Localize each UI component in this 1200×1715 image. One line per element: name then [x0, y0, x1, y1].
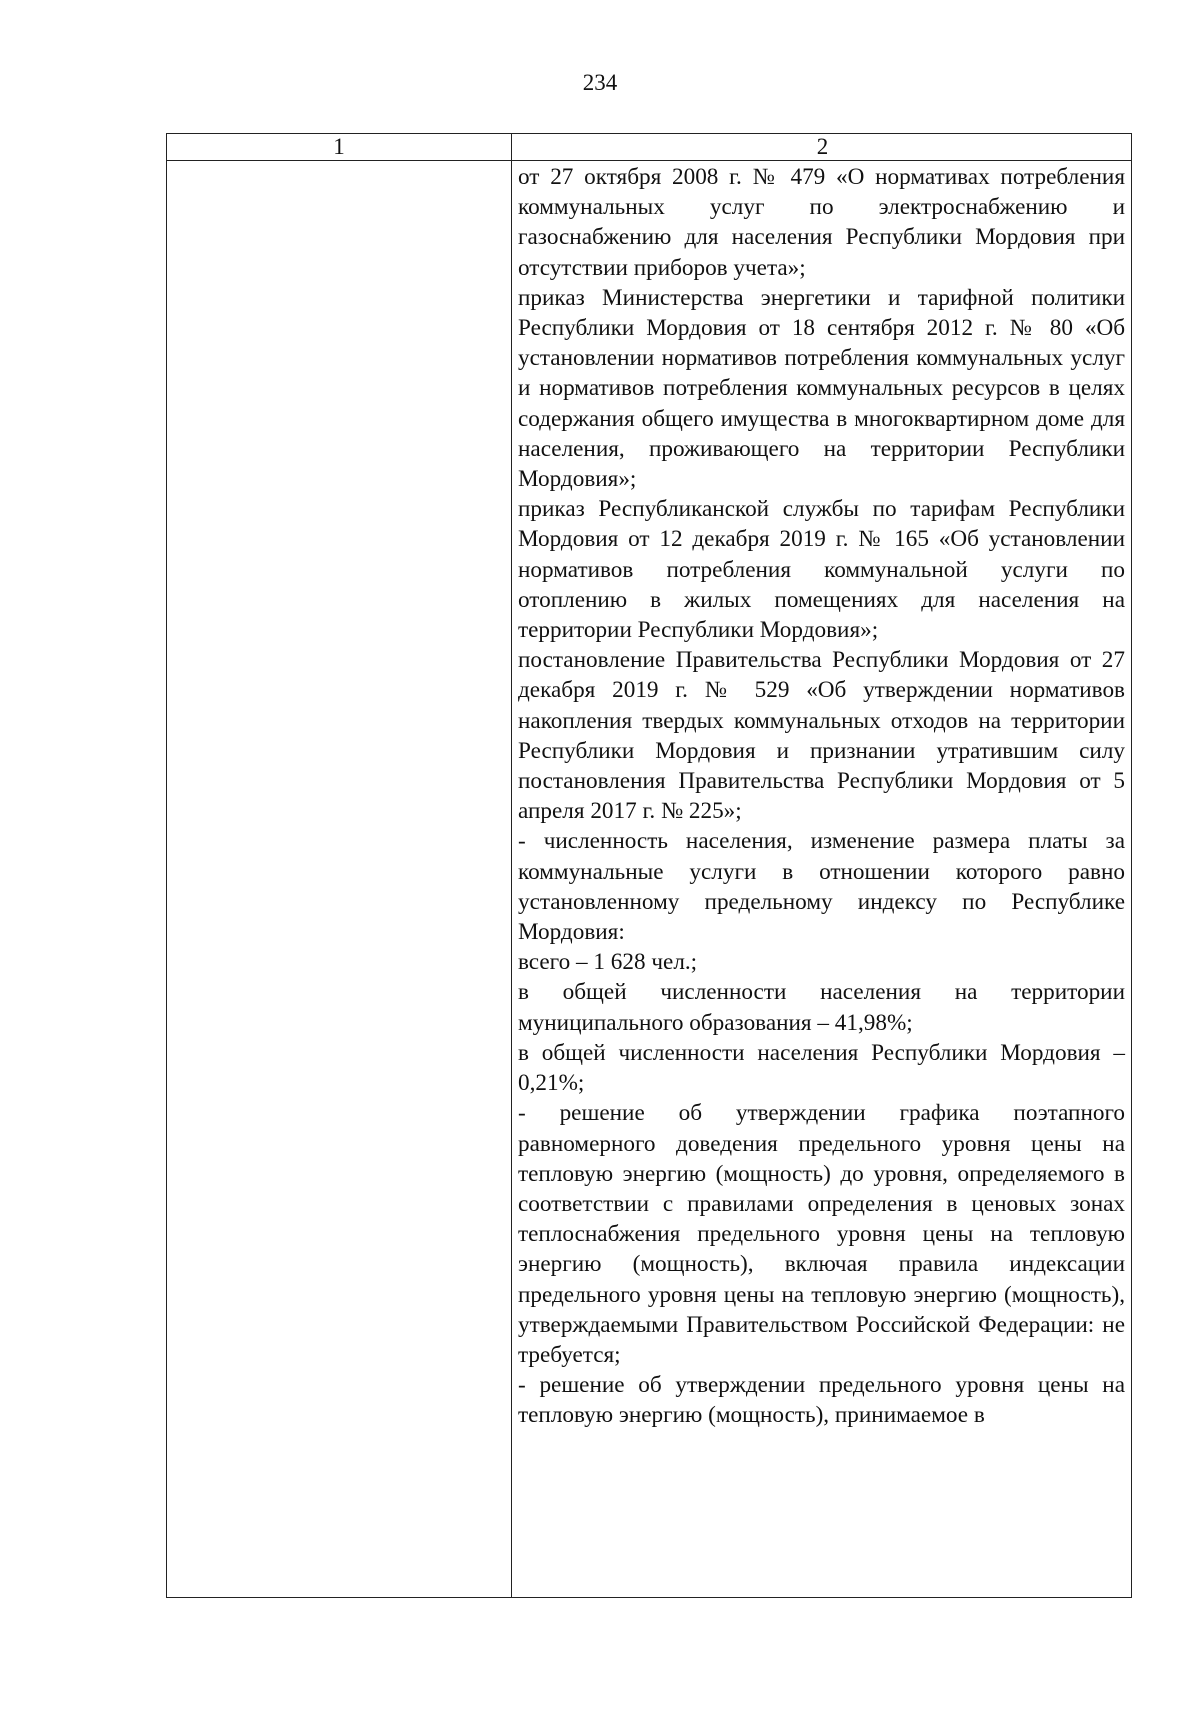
- paragraph-population-municipal-share: в общей численности населения на территории муниципального образования – 41,98%;: [518, 979, 1125, 1036]
- header-cell-1: 1: [333, 134, 345, 159]
- paragraph-heat-price-schedule: - решение об утверждении графика поэтапного равномерного доведения предельного уровня цены на тепловую энергию (мощность) до уровня, определяемого в соответствии с правилами определения в ценовых зонах теплоснабжения предельного уровня цены на тепловую энергию (мощность), включая правила индексации предельного уровня цены на тепловую энергию (мощность), утверждаемыми Правительством Российской Федерации: не требуется;: [518, 1100, 1125, 1368]
- document-table: [166, 133, 1132, 1598]
- page-number: 234: [582, 70, 618, 95]
- paragraph-resolution-529: постановление Правительства Республики Мордовия от 27 декабря 2019 г. № 529 «Об утверждении нормативов накопления твердых коммунальных отходов на территории Республики Мордовия и признании утратившим силу постановления Правительства Республики Мордовия от 5 апреля 2017 г. № 225»;: [518, 647, 1125, 825]
- paragraph-heat-price-decision: - решение об утверждении предельного уровня цены на тепловую энергию (мощность), принимаемое в: [518, 1372, 1125, 1429]
- content-cell-column-2: [518, 162, 1125, 1431]
- paragraph-order-479: от 27 октября 2008 г. № 479 «О нормативах потребления коммунальных услуг по электроснабжению и газоснабжению для населения Республики Мордовия при отсутствии приборов учета»;: [518, 164, 1125, 281]
- paragraph-population: - численность населения, изменение размера платы за коммунальные услуги в отношении которого равно установленному предельному индексу по Республике Мордовия:: [518, 828, 1125, 946]
- header-cell-2: 2: [816, 134, 829, 159]
- paragraph-population-republic-share: в общей численности населения Республики Мордовия – 0,21%;: [518, 1039, 1125, 1097]
- table-header-row: [167, 134, 1131, 161]
- column-divider: [511, 134, 512, 1597]
- paragraph-order-165: приказ Республиканской службы по тарифам Республики Мордовия от 12 декабря 2019 г. № 165 «Об установлении нормативов потребления коммунальной услуги по отоплению в жилых помещениях для населения на территории Республики Мордовия»;: [518, 496, 1125, 644]
- paragraph-order-80: приказ Министерства энергетики и тарифной политики Республики Мордовия от 18 сентября 2012 г. № 80 «Об установлении нормативов потребления коммунальных услуг и нормативов потребления коммунальных ресурсов в целях содержания общего имущества в многоквартирном доме для населения, проживающего на территории Республики Мордовия»;: [518, 284, 1125, 493]
- paragraph-population-total: всего – 1 628 чел.;: [518, 949, 698, 976]
